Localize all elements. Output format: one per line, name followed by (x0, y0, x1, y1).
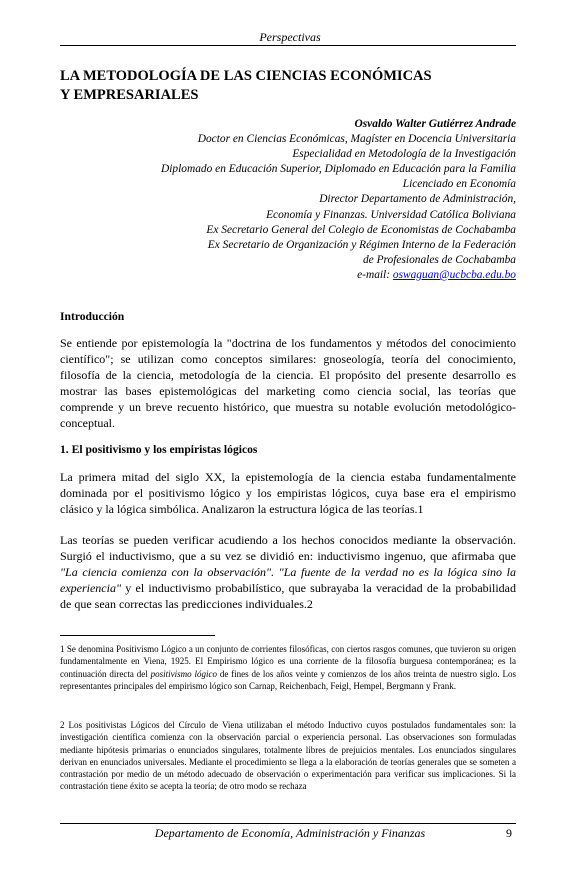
footnote-rule (60, 635, 215, 636)
credential-line: Economía y Finanzas. Universidad Católica Boliviana (266, 208, 516, 221)
credential-line: de Profesionales de Cochabamba (362, 253, 516, 266)
author-block (161, 117, 516, 283)
footnote-1-text-b: de fines de los años veinte y comienzos de los años treinta de nuestro siglo. Los representantes principales del empirismo lógico son Carnap, Reichenbach, Feigl, Hempel, Bergmann y Frank. (60, 668, 517, 691)
section-1-paragraph-1: La primera mitad del siglo XX, la epistemología de la ciencia estaba fundamentalmente dominada por el positivismo lógico y los empiristas lógicos, cuya base era el empirismo clásico y la lógica simbólica. Analizaron la estructura lógica de las teorías.1 (60, 470, 516, 516)
author-name: Osvaldo Walter Gutiérrez Andrade (354, 118, 516, 130)
email-link[interactable]: oswaguan@ucbcba.edu.bo (392, 268, 516, 281)
credential-line: Diplomado en Educación Superior, Diplomado en Educación para la Familia (161, 163, 516, 176)
credential-line: Director Departamento de Administración, (319, 193, 516, 206)
section-1-heading: 1. El positivismo y los empiristas lógicos (60, 443, 258, 456)
title-line-2: Y EMPRESARIALES (60, 87, 199, 103)
credential-line: Ex Secretario de Organización y Régimen Interno de la Federación (207, 238, 516, 251)
title-line-1: LA METODOLOGÍA DE LAS CIENCIAS ECONÓMICAS (60, 68, 432, 84)
footnote-1-text-a: 1 Se denomina Positivismo Lógico a un conjunto de corrientes filosóficas, con ciertos rasgos comunes, que tuvieron su origen fundamentalmente en Viena, 1925. El Empirismo lógico es una corriente de la filosofía burguesa contemporánea; es la continuación directa del (60, 644, 516, 679)
intro-paragraph: Se entiende por epistemología la "doctrina de los fundamentos y métodos del conocimiento científico"; se utilizan como conceptos similares: gnoseología, teoría del conocimiento, filosofía de la ciencia, metodología de la ciencia. El propósito del presente desarrollo es mostrar las bases epistemológicas del marketing como ciencia social, las teorías que comprende y un breve recuento histórico, que muestra su notable evolución metodológico-conceptual. (60, 336, 516, 430)
para2-text-b: y el inductivismo probabilístico, que subrayaba la veracidad de la probabilidad de que sean correctas las predicciones individuales.2 (60, 581, 516, 611)
article-title (60, 67, 516, 105)
credential-line: Licenciado en Economía (402, 178, 516, 191)
header-rule (60, 45, 516, 46)
credential-line: Especialidad en Metodología de la Investigación (292, 148, 516, 161)
intro-heading: Introducción (60, 310, 125, 323)
footnote-1-emphasis: positivismo lógico (150, 668, 217, 679)
footnote-2: 2 Los positivistas Lógicos del Círculo de Viena utilizaban el método Inductivo cuyos postulados fundamentales son: la investigación científica comienza con la observación parcial o experiencia personal. Las observaciones son formuladas mediante hipótesis primarias o enunciados singulares, totalmente libres de prejuicios mentales. Los enunciados singulares derivan en enunciados universales. Mediante el procedimiento se llega a la elaboración de teorías generales que se someten a contrastación por medio de un método adecuado de observación o experimentación para verificar sus implicaciones. Si la contrastación tiene éxito se acepta la teoría; de otro modo se rechaza (60, 720, 516, 792)
running-header: Perspectivas (259, 30, 321, 44)
section-1-paragraph-2 (60, 532, 516, 612)
footer-rule (60, 823, 516, 824)
page-number: 9 (506, 826, 512, 840)
para2-text-a: Las teorías se pueden verificar acudiendo a los hechos conocidos mediante la observación. Surgió el inductivismo, que a su vez se dividió en: inductivismo ingenuo, que afirmaba que (60, 533, 516, 563)
footer-department: Departamento de Economía, Administración y Finanzas (154, 826, 426, 840)
credential-line: Doctor en Ciencias Económicas, Magíster en Docencia Universitaria (197, 133, 516, 146)
email-line (161, 268, 516, 283)
email-label: e-mail: (357, 268, 391, 281)
footnote-1 (60, 643, 516, 692)
credential-line: Ex Secretario General del Colegio de Economistas de Cochabamba (206, 223, 516, 236)
para2-quote: "La ciencia comienza con la observación". "La fuente de la verdad no es la lógica sino la experiencia" (60, 565, 516, 595)
